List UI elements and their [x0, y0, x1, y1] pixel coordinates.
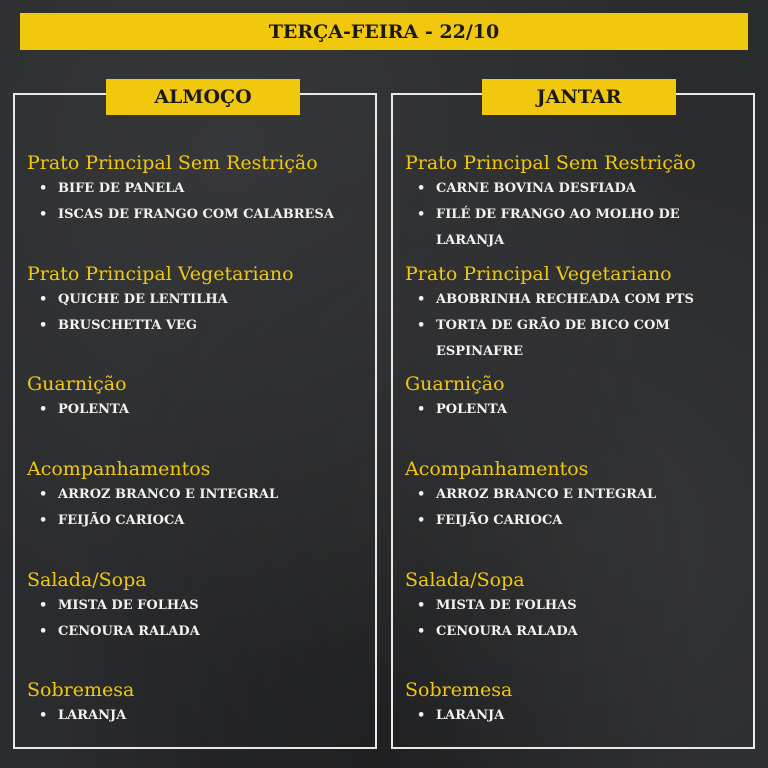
bullet-icon: • [417, 624, 426, 639]
lunch-panel-header [106, 79, 300, 115]
menu-item-text: FEIJÃO CARIOCA [58, 513, 185, 528]
section-title: Guarnição [405, 373, 505, 395]
menu-item [405, 619, 747, 645]
bullet-icon: • [39, 708, 48, 723]
menu-item [405, 397, 747, 423]
section-title: Prato Principal Sem Restrição [27, 152, 318, 174]
section-title: Acompanhamentos [405, 458, 589, 480]
lunch-section [27, 456, 369, 534]
menu-item [27, 593, 369, 619]
date-title: TERÇA-FEIRA - 22/10 [268, 20, 500, 43]
section-title: Salada/Sopa [27, 569, 147, 591]
menu-item-text: ARROZ BRANCO E INTEGRAL [436, 487, 657, 502]
menu-item-list [405, 287, 747, 365]
menu-item [27, 287, 369, 313]
menu-item-list [405, 397, 747, 423]
menu-item [27, 703, 369, 729]
menu-item-list [405, 703, 747, 729]
date-banner [20, 13, 748, 50]
bullet-icon: • [417, 402, 426, 417]
dinner-section [405, 567, 747, 645]
bullet-icon: • [417, 181, 426, 196]
bullet-icon: • [39, 402, 48, 417]
section-title: Sobremesa [27, 679, 135, 701]
bullet-icon: • [417, 207, 426, 222]
bullet-icon: • [39, 487, 48, 502]
menu-item-text: ARROZ BRANCO E INTEGRAL [58, 487, 279, 502]
menu-item-text: CENOURA RALADA [436, 624, 578, 639]
bullet-icon: • [39, 624, 48, 639]
section-title: Acompanhamentos [27, 458, 211, 480]
menu-item-text: CENOURA RALADA [58, 624, 200, 639]
menu-item [27, 508, 369, 534]
menu-item-list [405, 482, 747, 534]
dinner-section [405, 150, 747, 254]
dinner-section [405, 456, 747, 534]
dinner-section [405, 677, 747, 729]
bullet-icon: • [417, 708, 426, 723]
menu-item [405, 703, 747, 729]
menu-item [405, 313, 747, 365]
menu-item-list [405, 176, 747, 254]
menu-item [405, 593, 747, 619]
lunch-section [27, 371, 369, 423]
section-title: Sobremesa [405, 679, 513, 701]
menu-item [27, 619, 369, 645]
menu-item-text: FEIJÃO CARIOCA [436, 513, 563, 528]
menu-item-list [405, 593, 747, 645]
menu-item-text: FILÉ DE FRANGO AO MOLHO DE LARANJA [436, 207, 680, 248]
menu-item [27, 397, 369, 423]
menu-item-text: POLENTA [436, 402, 508, 417]
menu-item [27, 202, 369, 228]
menu-item [405, 482, 747, 508]
bullet-icon: • [39, 598, 48, 613]
menu-item [27, 176, 369, 202]
section-title: Prato Principal Vegetariano [405, 263, 672, 285]
menu-item-text: CARNE BOVINA DESFIADA [436, 181, 636, 196]
dinner-panel-title: JANTAR [536, 86, 622, 108]
menu-item [405, 287, 747, 313]
section-title: Prato Principal Vegetariano [27, 263, 294, 285]
lunch-panel-title: ALMOÇO [154, 86, 252, 108]
lunch-panel [13, 86, 377, 749]
menu-item-list [27, 176, 369, 228]
section-title: Prato Principal Sem Restrição [405, 152, 696, 174]
lunch-section [27, 150, 369, 228]
dinner-panel-header [482, 79, 676, 115]
menu-item-list [27, 482, 369, 534]
menu-item-list [27, 397, 369, 423]
menu-item-list [27, 287, 369, 339]
lunch-section [27, 261, 369, 339]
bullet-icon: • [39, 207, 48, 222]
lunch-section [27, 677, 369, 729]
menu-item-text: QUICHE DE LENTILHA [58, 292, 228, 307]
bullet-icon: • [417, 513, 426, 528]
menu-item-text: MISTA DE FOLHAS [58, 598, 199, 613]
bullet-icon: • [39, 181, 48, 196]
menu-item-text: TORTA DE GRÃO DE BICO COM ESPINAFRE [436, 318, 670, 359]
menu-item-text: MISTA DE FOLHAS [436, 598, 577, 613]
menu-item [405, 202, 747, 254]
menu-item [27, 313, 369, 339]
section-title: Salada/Sopa [405, 569, 525, 591]
dinner-panel [391, 86, 755, 749]
menu-item [405, 176, 747, 202]
bullet-icon: • [417, 598, 426, 613]
menu-item-text: ISCAS DE FRANGO COM CALABRESA [58, 207, 334, 222]
bullet-icon: • [417, 318, 426, 333]
menu-item-text: BRUSCHETTA VEG [58, 318, 197, 333]
menu-item-text: BIFE DE PANELA [58, 181, 185, 196]
bullet-icon: • [39, 318, 48, 333]
menu-item-list [27, 703, 369, 729]
bullet-icon: • [417, 292, 426, 307]
bullet-icon: • [417, 487, 426, 502]
bullet-icon: • [39, 292, 48, 307]
dinner-section [405, 371, 747, 423]
menu-item [27, 482, 369, 508]
lunch-section [27, 567, 369, 645]
menu-item-list [27, 593, 369, 645]
section-title: Guarnição [27, 373, 127, 395]
menu-item-text: POLENTA [58, 402, 130, 417]
menu-item-text: ABOBRINHA RECHEADA COM PTS [436, 292, 694, 307]
menu-item-text: LARANJA [58, 708, 127, 723]
bullet-icon: • [39, 513, 48, 528]
dinner-section [405, 261, 747, 365]
menu-item [405, 508, 747, 534]
menu-item-text: LARANJA [436, 708, 505, 723]
